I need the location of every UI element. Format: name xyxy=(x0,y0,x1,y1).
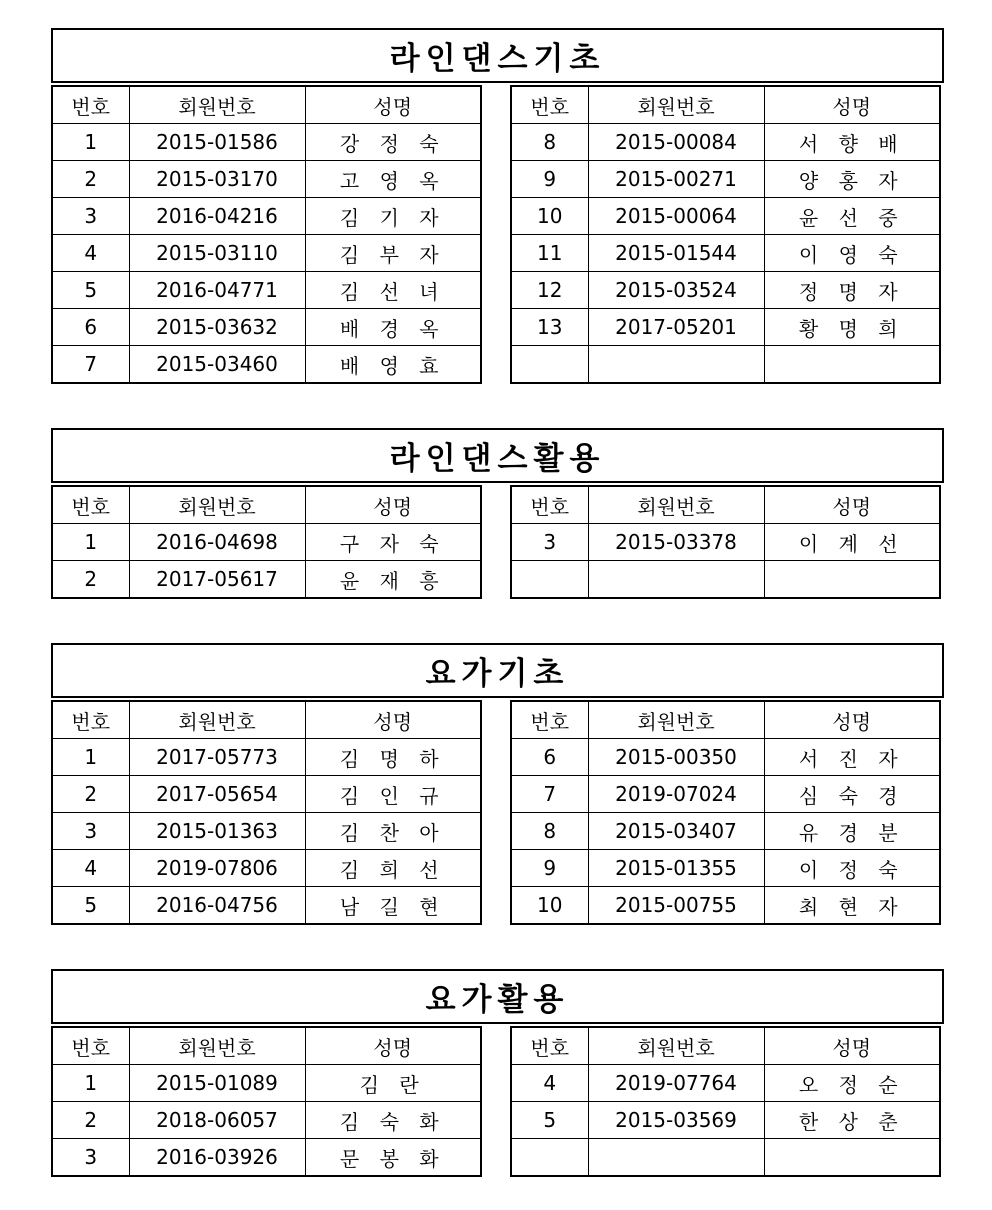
cell-member-id: 2015-01355 xyxy=(588,850,764,887)
table-row xyxy=(511,309,940,346)
table-header-row xyxy=(511,1027,940,1065)
header-member-id: 회원번호 xyxy=(588,86,764,124)
cell-name: 김 인 규 xyxy=(305,776,481,813)
cell-name: 김 기 자 xyxy=(305,198,481,235)
section-title: 요가기초 xyxy=(51,643,944,698)
header-no: 번호 xyxy=(511,1027,588,1065)
cell-name: 강 정 숙 xyxy=(305,124,481,161)
cell-member-id: 2015-00350 xyxy=(588,739,764,776)
cell-name: 이 영 숙 xyxy=(764,235,940,272)
cell-no: 1 xyxy=(52,739,129,776)
cell-no: 11 xyxy=(511,235,588,272)
cell-name: 유 경 분 xyxy=(764,813,940,850)
table-row xyxy=(511,524,940,561)
cell-name: 배 경 옥 xyxy=(305,309,481,346)
cell-member-id: 2019-07764 xyxy=(588,1065,764,1102)
cell-name: 최 현 자 xyxy=(764,887,940,925)
cell-no: 13 xyxy=(511,309,588,346)
table-row xyxy=(52,309,481,346)
cell-name: 배 영 효 xyxy=(305,346,481,384)
cell-member-id: 2016-04756 xyxy=(129,887,305,925)
cell-name: 오 정 순 xyxy=(764,1065,940,1102)
member-table-right xyxy=(510,85,941,384)
member-table-right xyxy=(510,1026,941,1177)
cell-member-id: 2015-00084 xyxy=(588,124,764,161)
cell-no: 6 xyxy=(52,309,129,346)
section-title: 요가활용 xyxy=(51,969,944,1024)
cell-name: 김 희 선 xyxy=(305,850,481,887)
table-row xyxy=(52,887,481,925)
cell-no: 3 xyxy=(52,1139,129,1177)
header-member-id: 회원번호 xyxy=(588,486,764,524)
header-member-id: 회원번호 xyxy=(588,1027,764,1065)
cell-member-id: 2015-01586 xyxy=(129,124,305,161)
cell-name: 이 정 숙 xyxy=(764,850,940,887)
cell-member-id: 2016-04771 xyxy=(129,272,305,309)
cell-member-id: 2018-06057 xyxy=(129,1102,305,1139)
cell-no: 12 xyxy=(511,272,588,309)
cell-no: 6 xyxy=(511,739,588,776)
cell-member-id: 2015-00064 xyxy=(588,198,764,235)
table-row xyxy=(511,198,940,235)
cell-no: 4 xyxy=(511,1065,588,1102)
cell-member-id: 2015-00271 xyxy=(588,161,764,198)
cell-no: 4 xyxy=(52,850,129,887)
table-header-row xyxy=(52,86,481,124)
cell-name: 김 부 자 xyxy=(305,235,481,272)
cell-name: 윤 선 중 xyxy=(764,198,940,235)
cell-name: 구 자 숙 xyxy=(305,524,481,561)
cell-no: 10 xyxy=(511,198,588,235)
cell-name: 윤 재 흥 xyxy=(305,561,481,599)
header-name: 성명 xyxy=(305,701,481,739)
member-table-right xyxy=(510,485,941,599)
table-row xyxy=(511,776,940,813)
cell-no xyxy=(511,346,588,384)
cell-no: 2 xyxy=(52,1102,129,1139)
header-name: 성명 xyxy=(764,1027,940,1065)
cell-no: 1 xyxy=(52,1065,129,1102)
table-row xyxy=(511,850,940,887)
cell-name: 양 홍 자 xyxy=(764,161,940,198)
cell-no: 3 xyxy=(511,524,588,561)
table-row xyxy=(52,346,481,384)
cell-member-id: 2015-01089 xyxy=(129,1065,305,1102)
table-row xyxy=(52,776,481,813)
cell-no: 3 xyxy=(52,813,129,850)
cell-name: 김 선 녀 xyxy=(305,272,481,309)
cell-name: 한 상 춘 xyxy=(764,1102,940,1139)
cell-no: 1 xyxy=(52,524,129,561)
table-row xyxy=(52,198,481,235)
cell-name: 김 란 xyxy=(305,1065,481,1102)
table-header-row xyxy=(511,86,940,124)
table-row xyxy=(52,561,481,599)
header-member-id: 회원번호 xyxy=(129,86,305,124)
header-name: 성명 xyxy=(764,86,940,124)
table-row xyxy=(52,1065,481,1102)
table-header-row xyxy=(52,486,481,524)
table-row xyxy=(511,124,940,161)
table-row xyxy=(52,1102,481,1139)
header-no: 번호 xyxy=(52,701,129,739)
table-row xyxy=(52,813,481,850)
member-table-left xyxy=(51,700,482,925)
cell-member-id: 2015-01544 xyxy=(588,235,764,272)
header-member-id: 회원번호 xyxy=(129,1027,305,1065)
cell-member-id: 2016-04698 xyxy=(129,524,305,561)
cell-no xyxy=(511,561,588,599)
member-table-left xyxy=(51,85,482,384)
cell-no: 1 xyxy=(52,124,129,161)
cell-no: 8 xyxy=(511,813,588,850)
cell-no: 3 xyxy=(52,198,129,235)
cell-name: 남 길 현 xyxy=(305,887,481,925)
cell-name: 문 봉 화 xyxy=(305,1139,481,1177)
table-row xyxy=(52,850,481,887)
section-title: 라인댄스활용 xyxy=(51,428,944,483)
cell-member-id: 2015-03460 xyxy=(129,346,305,384)
cell-no: 5 xyxy=(52,887,129,925)
cell-name: 심 숙 경 xyxy=(764,776,940,813)
header-member-id: 회원번호 xyxy=(129,486,305,524)
table-header-row xyxy=(511,486,940,524)
cell-no: 9 xyxy=(511,850,588,887)
table-row xyxy=(52,1139,481,1177)
cell-member-id: 2015-03569 xyxy=(588,1102,764,1139)
header-name: 성명 xyxy=(764,486,940,524)
table-row xyxy=(511,561,940,599)
table-row xyxy=(52,161,481,198)
cell-name: 고 영 옥 xyxy=(305,161,481,198)
cell-no xyxy=(511,1139,588,1177)
cell-member-id: 2015-03407 xyxy=(588,813,764,850)
table-row xyxy=(511,887,940,925)
table-header-row xyxy=(52,1027,481,1065)
table-row xyxy=(511,739,940,776)
cell-no: 4 xyxy=(52,235,129,272)
table-row xyxy=(511,1139,940,1177)
member-table-left xyxy=(51,485,482,599)
cell-member-id: 2017-05654 xyxy=(129,776,305,813)
header-name: 성명 xyxy=(305,86,481,124)
cell-member-id: 2019-07806 xyxy=(129,850,305,887)
table-header-row xyxy=(52,701,481,739)
cell-member-id: 2015-03170 xyxy=(129,161,305,198)
cell-no: 2 xyxy=(52,776,129,813)
cell-no: 2 xyxy=(52,161,129,198)
cell-member-id xyxy=(588,1139,764,1177)
header-member-id: 회원번호 xyxy=(588,701,764,739)
cell-name: 김 숙 화 xyxy=(305,1102,481,1139)
table-row xyxy=(52,272,481,309)
table-row xyxy=(52,235,481,272)
table-row xyxy=(52,124,481,161)
header-name: 성명 xyxy=(764,701,940,739)
cell-member-id: 2015-01363 xyxy=(129,813,305,850)
cell-member-id: 2015-03524 xyxy=(588,272,764,309)
cell-name xyxy=(764,346,940,384)
cell-name: 서 진 자 xyxy=(764,739,940,776)
cell-name: 정 명 자 xyxy=(764,272,940,309)
header-no: 번호 xyxy=(52,486,129,524)
member-table-left xyxy=(51,1026,482,1177)
table-row xyxy=(511,1102,940,1139)
cell-name: 황 명 희 xyxy=(764,309,940,346)
cell-member-id: 2015-00755 xyxy=(588,887,764,925)
cell-no: 2 xyxy=(52,561,129,599)
member-table-right xyxy=(510,700,941,925)
table-row xyxy=(52,524,481,561)
cell-name: 서 향 배 xyxy=(764,124,940,161)
cell-no: 8 xyxy=(511,124,588,161)
cell-member-id: 2019-07024 xyxy=(588,776,764,813)
table-row xyxy=(52,739,481,776)
table-row xyxy=(511,161,940,198)
header-no: 번호 xyxy=(511,701,588,739)
cell-member-id: 2016-04216 xyxy=(129,198,305,235)
section-title: 라인댄스기초 xyxy=(51,28,944,83)
cell-name xyxy=(764,1139,940,1177)
cell-name xyxy=(764,561,940,599)
cell-no: 10 xyxy=(511,887,588,925)
cell-no: 7 xyxy=(511,776,588,813)
cell-member-id: 2017-05773 xyxy=(129,739,305,776)
cell-member-id xyxy=(588,346,764,384)
header-name: 성명 xyxy=(305,486,481,524)
cell-member-id: 2015-03378 xyxy=(588,524,764,561)
header-no: 번호 xyxy=(511,486,588,524)
cell-member-id: 2017-05617 xyxy=(129,561,305,599)
header-no: 번호 xyxy=(52,1027,129,1065)
cell-member-id: 2017-05201 xyxy=(588,309,764,346)
table-row xyxy=(511,1065,940,1102)
cell-no: 9 xyxy=(511,161,588,198)
header-no: 번호 xyxy=(511,86,588,124)
table-row xyxy=(511,235,940,272)
cell-member-id: 2016-03926 xyxy=(129,1139,305,1177)
cell-member-id: 2015-03632 xyxy=(129,309,305,346)
header-no: 번호 xyxy=(52,86,129,124)
table-row xyxy=(511,813,940,850)
header-name: 성명 xyxy=(305,1027,481,1065)
header-member-id: 회원번호 xyxy=(129,701,305,739)
cell-no: 7 xyxy=(52,346,129,384)
cell-name: 김 찬 아 xyxy=(305,813,481,850)
table-header-row xyxy=(511,701,940,739)
table-row xyxy=(511,272,940,309)
cell-no: 5 xyxy=(52,272,129,309)
cell-name: 이 계 선 xyxy=(764,524,940,561)
cell-no: 5 xyxy=(511,1102,588,1139)
cell-name: 김 명 하 xyxy=(305,739,481,776)
cell-member-id: 2015-03110 xyxy=(129,235,305,272)
cell-member-id xyxy=(588,561,764,599)
table-row xyxy=(511,346,940,384)
